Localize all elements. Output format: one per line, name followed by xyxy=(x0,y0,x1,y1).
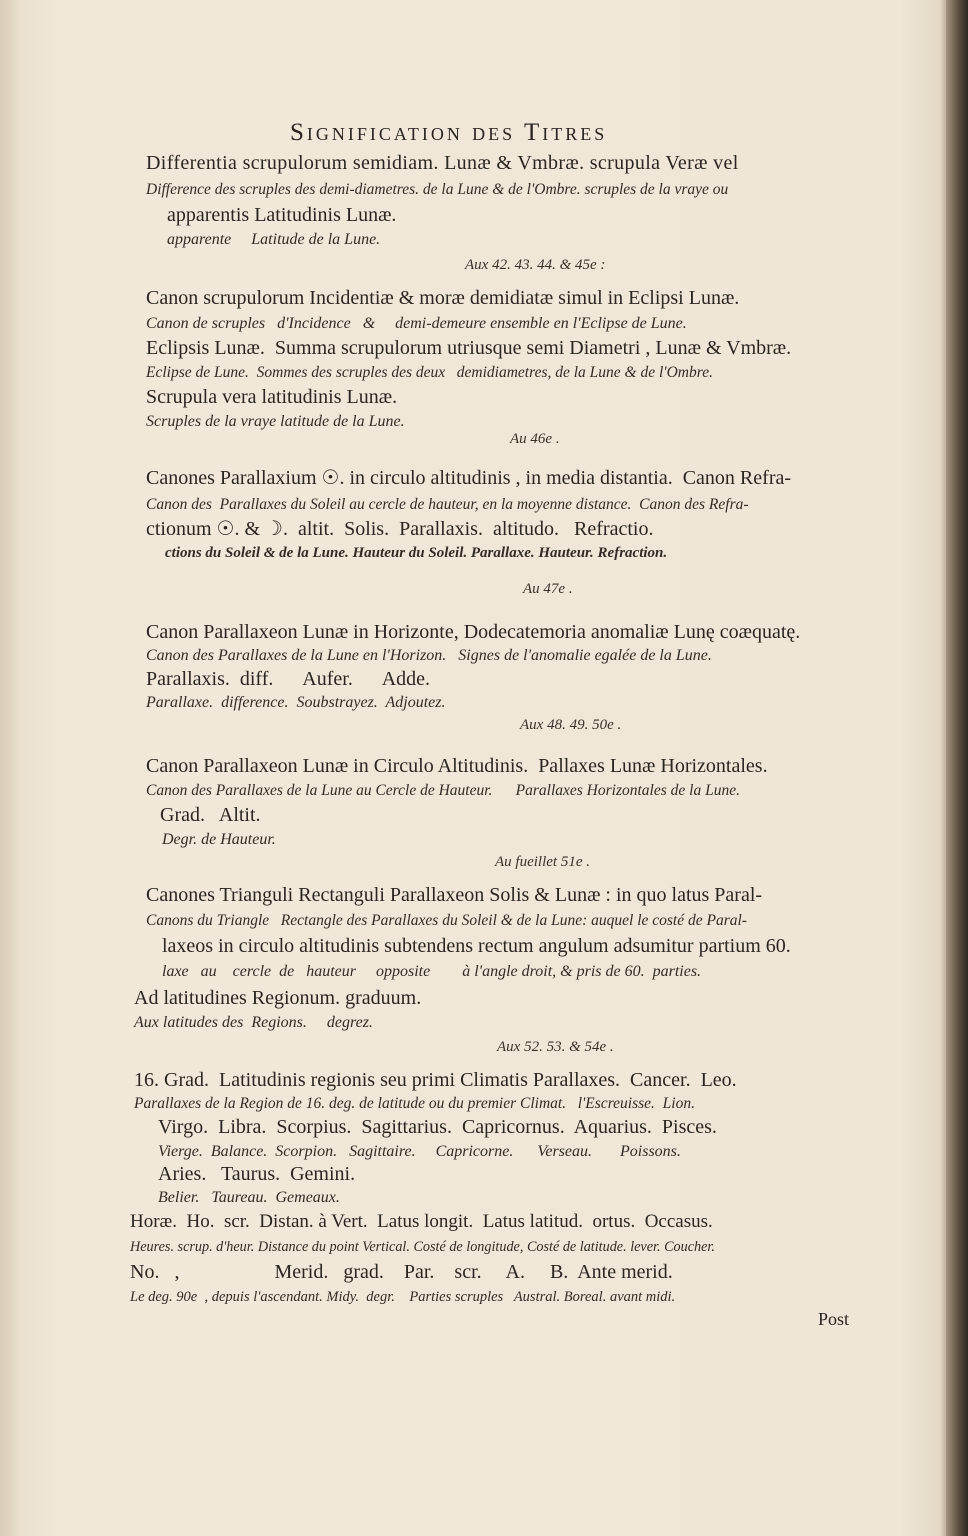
french-line: Canons du Triangle Rectangle des Parallaxes du Soleil & de la Lune: auquel le costé de Paral- xyxy=(146,912,747,929)
latin-line: Eclipsis Lunæ. Summa scrupulorum utriusque semi Diametri , Lunæ & Vmbræ. xyxy=(146,337,792,359)
french-line: apparente Latitude de la Lune. xyxy=(167,231,381,248)
latin-line: Virgo. Libra. Scorpius. Sagittarius. Capricornus. Aquarius. Pisces. xyxy=(158,1116,717,1138)
latin-line: Canon Parallaxeon Lunæ in Circulo Altitudinis. Pallaxes Lunæ Horizontales. xyxy=(146,755,768,777)
latin-line: Canones Parallaxium ☉. in circulo altitudinis , in media distantia. Canon Refra- xyxy=(146,467,792,489)
french-line: Scruples de la vraye latitude de la Lune. xyxy=(146,413,405,430)
page-reference: Aux 42. 43. 44. & 45e : xyxy=(465,257,606,273)
page-reference: Au 46e . xyxy=(510,431,560,447)
french-line: Le deg. 90e , depuis l'ascendant. Midy. degr. Parties scruples Austral. Boreal. avant midi. xyxy=(130,1289,676,1305)
latin-line: Canon Parallaxeon Lunæ in Horizonte, Dodecatemoria anomaliæ Lunę coæquatę. xyxy=(146,621,801,643)
latin-line: ctionum ☉. & ☽. altit. Solis. Parallaxis. altitudo. Refractio. xyxy=(146,518,654,540)
latin-line: Canon scrupulorum Incidentiæ & moræ demidiatæ simul in Eclipsi Lunæ. xyxy=(146,287,740,309)
page-reference: Aux 52. 53. & 54e . xyxy=(497,1039,614,1055)
french-line: Parallaxes de la Region de 16. deg. de latitude ou du premier Climat. l'Escreuisse. Lion. xyxy=(134,1095,695,1112)
french-line: Difference des scruples des demi-diametres. de la Lune & de l'Ombre. scruples de la vraye ou xyxy=(146,181,729,198)
french-line: Parallaxe. difference. Soubstrayez. Adjoutez. xyxy=(146,694,446,711)
french-line: Canon des Parallaxes de la Lune au Cercle de Hauteur. Parallaxes Horizontales de la Lune. xyxy=(146,782,740,799)
latin-line: laxeos in circulo altitudinis subtendens rectum angulum adsumitur partium 60. xyxy=(162,935,791,957)
french-line: Canon des Parallaxes du Soleil au cercle de hauteur, en la moyenne distance. Canon des Refra- xyxy=(146,496,749,513)
french-line: Canon de scruples d'Incidence & demi-demeure ensemble en l'Eclipse de Lune. xyxy=(146,315,687,332)
french-line: Eclipse de Lune. Sommes des scruples des deux demidiametres, de la Lune & de l'Ombre. xyxy=(146,364,713,381)
catchword: Post xyxy=(818,1309,850,1329)
latin-line: No. , Merid. grad. Par. scr. A. B. Ante merid. xyxy=(130,1261,673,1283)
latin-line: Parallaxis. diff. Aufer. Adde. xyxy=(146,668,431,690)
french-line: Belier. Taureau. Gemeaux. xyxy=(158,1189,340,1206)
page-reference: Au 47e . xyxy=(523,581,573,597)
latin-line: Grad. Altit. xyxy=(160,804,261,826)
page-reference: Aux 48. 49. 50e . xyxy=(520,717,622,733)
latin-line: Canones Trianguli Rectanguli Parallaxeon Solis & Lunæ : in quo latus Paral- xyxy=(146,884,763,906)
french-line: laxe au cercle de hauteur opposite à l'angle droit, & pris de 60. parties. xyxy=(162,963,702,980)
latin-line: 16. Grad. Latitudinis regionis seu primi Climatis Parallaxes. Cancer. Leo. xyxy=(134,1069,737,1091)
page-title: Signification des Titres xyxy=(290,119,608,146)
latin-line: Aries. Taurus. Gemini. xyxy=(158,1163,356,1185)
french-line: Aux latitudes des Regions. degrez. xyxy=(134,1014,373,1031)
french-line: Heures. scrup. d'heur. Distance du point Vertical. Costé de longitude, Costé de latitude. lever. Coucher. xyxy=(130,1239,715,1255)
latin-line: Horæ. Ho. scr. Distan. à Vert. Latus longit. Latus latitud. ortus. Occasus. xyxy=(130,1211,713,1232)
french-line: Canon des Parallaxes de la Lune en l'Horizon. Signes de l'anomalie egalée de la Lune. xyxy=(146,647,712,664)
french-line: Degr. de Hauteur. xyxy=(162,831,276,848)
latin-line: Ad latitudines Regionum. graduum. xyxy=(134,987,422,1009)
page-reference: Au fueillet 51e . xyxy=(495,854,590,870)
latin-line: Differentia scrupulorum semidiam. Lunæ & Vmbræ. scrupula Veræ vel xyxy=(146,152,739,174)
latin-line: apparentis Latitudinis Lunæ. xyxy=(167,204,397,226)
french-line: ctions du Soleil & de la Lune. Hauteur du Soleil. Parallaxe. Hauteur. Refraction. xyxy=(165,545,668,561)
latin-line: Scrupula vera latitudinis Lunæ. xyxy=(146,386,398,408)
french-line: Vierge. Balance. Scorpion. Sagittaire. Capricorne. Verseau. Poissons. xyxy=(158,1143,681,1160)
